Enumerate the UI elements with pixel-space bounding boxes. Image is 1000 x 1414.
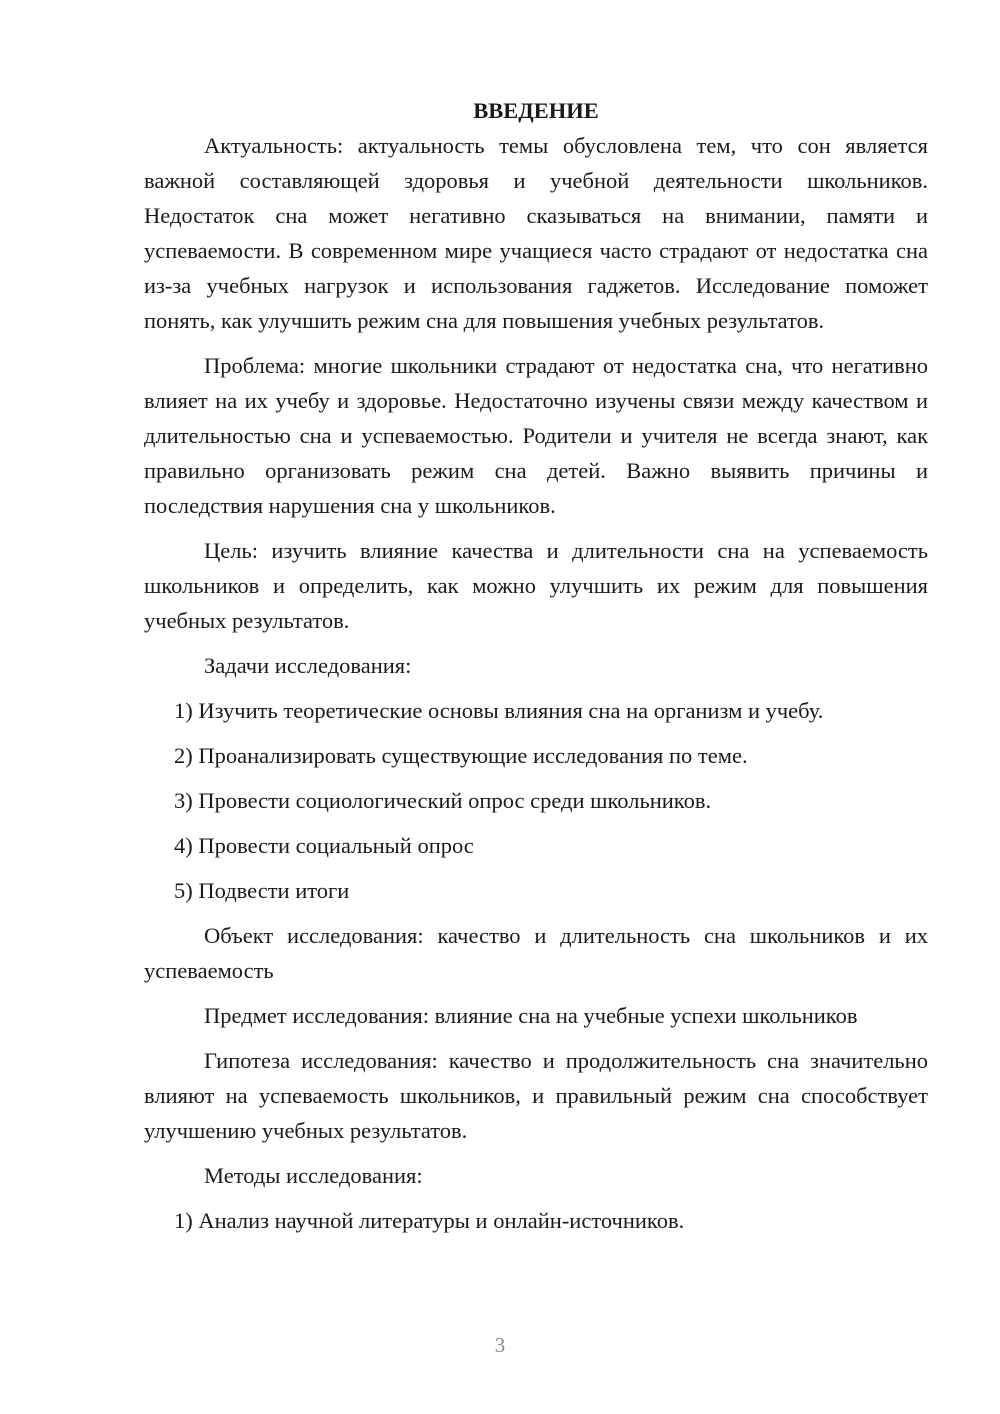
section-title: ВВЕДЕНИЕ xyxy=(473,98,599,123)
document-page xyxy=(144,93,928,1248)
methods-list xyxy=(144,1203,928,1238)
page-number: 3 xyxy=(494,1333,506,1357)
relevance-paragraph: Актуальность: актуальность темы обусловлена тем, что сон является важной составляющей здоровья и учебной деятельности школьников. Недостаток сна может негативно сказываться на внимании, памяти и успеваемости. В современном мире учащиеся часто страдают от недостатка сна из-за учебных нагрузок и использования гаджетов. Исследование поможет понять, как улучшить режим сна для повышения учебных результатов. xyxy=(144,133,928,333)
list-item: 4) Провести социальный опрос xyxy=(174,833,474,858)
list-item: 3) Провести социологический опрос среди школьников. xyxy=(174,788,712,813)
list-item: 1) Изучить теоретические основы влияния сна на организм и учебу. xyxy=(174,698,824,723)
tasks-heading: Задачи исследования: xyxy=(204,653,412,678)
subject-paragraph: Предмет исследования: влияние сна на учебные успехи школьников xyxy=(204,1003,858,1028)
problem-paragraph: Проблема: многие школьники страдают от недостатка сна, что негативно влияет на их учебу и здоровье. Недостаточно изучены связи между качеством и длительностью сна и успеваемостью. Родители и учителя не всегда знают, как правильно организовать режим сна детей. Важно выявить причины и последствия нарушения сна у школьников. xyxy=(144,353,928,518)
hypothesis-paragraph: Гипотеза исследования: качество и продолжительность сна значительно влияют на успеваемость школьников, и правильный режим сна способствует улучшению учебных результатов. xyxy=(144,1048,928,1143)
tasks-list xyxy=(144,693,928,908)
object-paragraph: Объект исследования: качество и длительность сна школьников и их успеваемость xyxy=(144,923,928,983)
list-item: 2) Проанализировать существующие исследования по теме. xyxy=(174,743,748,768)
list-item: 1) Анализ научной литературы и онлайн-источников. xyxy=(174,1208,685,1233)
goal-paragraph: Цель: изучить влияние качества и длительности сна на успеваемость школьников и определить, как можно улучшить их режим для повышения учебных результатов. xyxy=(144,538,928,633)
methods-heading: Методы исследования: xyxy=(204,1163,423,1188)
list-item: 5) Подвести итоги xyxy=(174,878,350,903)
